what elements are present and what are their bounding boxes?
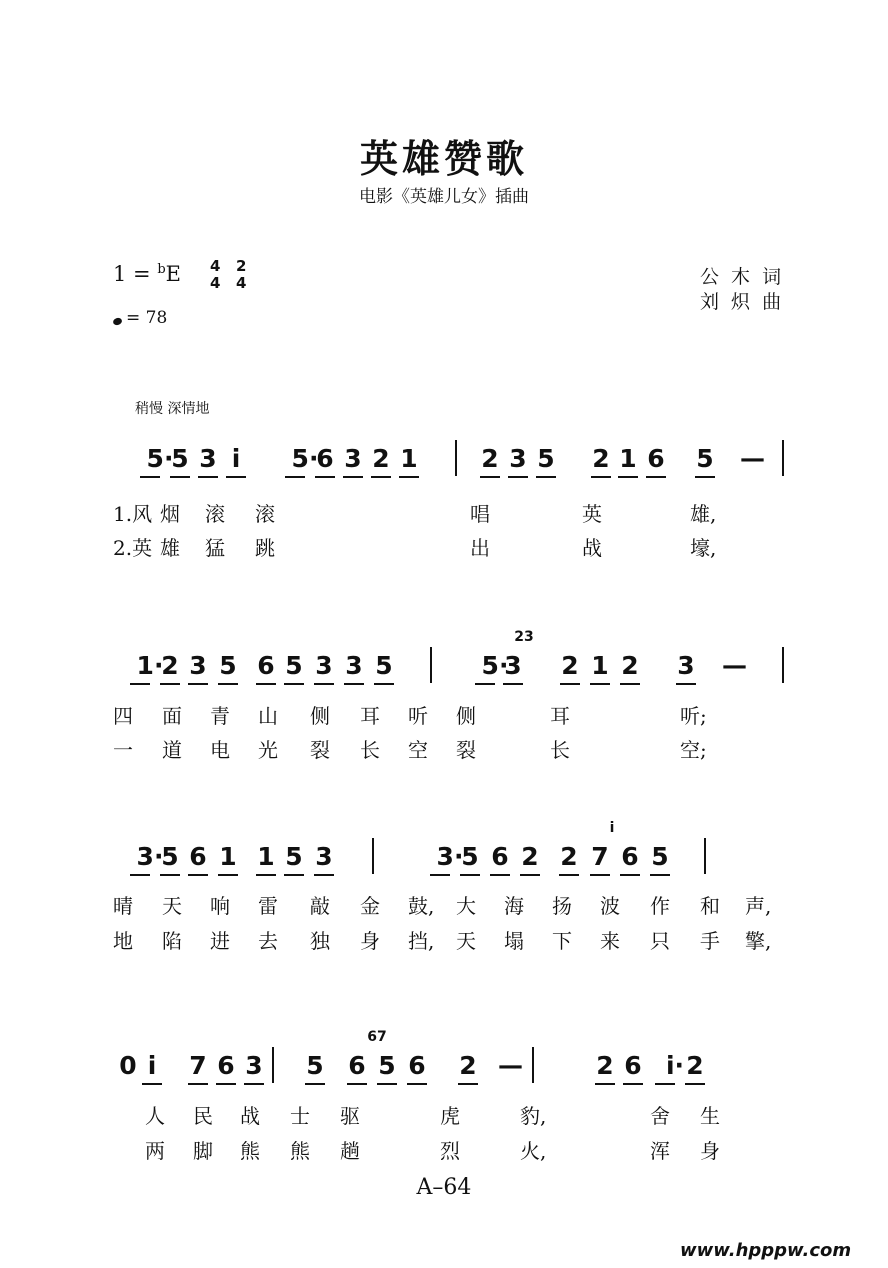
duration-underline [244,1083,264,1085]
duration-underline [377,1083,397,1085]
lyric-char: 身 [700,1139,720,1163]
note: 3 [245,1051,263,1080]
lyric-char: 进 [210,929,230,953]
barline [782,647,784,683]
lyric-char: 裂 [310,738,330,762]
note: 5 [306,1051,324,1080]
duration-underline [695,476,715,478]
duration-underline [650,874,670,876]
note: 2 [592,444,610,473]
lyric-char: 侧 [310,704,330,728]
duration-underline [285,476,305,478]
duration-underline [374,683,394,685]
lyric-char: 金 [360,894,380,918]
note: 2 [596,1051,614,1080]
duration-underline [490,874,510,876]
duration-underline [399,476,419,478]
barline [455,440,457,476]
note: 6 [257,651,275,680]
note: 6 [408,1051,426,1080]
lyric-row-1-verse-2 [0,532,888,562]
duration-underline [198,476,218,478]
grace-note: 67 [367,1029,387,1045]
lyric-char: 出 [470,536,490,560]
note: 7 [189,1051,207,1080]
note: 5 [461,842,479,871]
lyric-char: 陷 [162,929,182,953]
duration-underline [142,1083,162,1085]
note: 1 [219,842,237,871]
lyric-char: 波 [600,894,620,918]
lyric-char: 2.英 [113,536,153,560]
note: 6 [491,842,509,871]
lyric-char: 烟 [160,502,180,526]
note: 2 [560,842,578,871]
duration-underline [407,1083,427,1085]
note: 5 [219,651,237,680]
note: 2 [459,1051,477,1080]
lyric-char: 挡, [408,929,435,953]
lyric-char: 壕, [690,536,717,560]
duration-underline [170,476,190,478]
note: 1 [400,444,418,473]
duration-underline [256,874,276,876]
lyric-char: 下 [552,929,572,953]
note: 2 [561,651,579,680]
lyric-char: 民 [193,1104,213,1128]
sustain-dash: — [740,444,765,473]
quarter-note-icon [112,317,123,327]
page-number: A–64 [416,1175,472,1200]
lyric-char: 熊 [290,1139,310,1163]
note: 6 [647,444,665,473]
lyric-char: 长 [550,738,570,762]
duration-underline [559,874,579,876]
note: 0 [119,1051,137,1080]
duration-underline [314,683,334,685]
time-bottom: 4 [210,274,221,292]
note: 3 [345,651,363,680]
watermark: www.hpppw.com [680,1240,852,1261]
flat-sign: b [157,262,166,277]
song-title: 英雄赞歌 [359,137,528,181]
note: 6 [348,1051,366,1080]
song-subtitle: 电影《英雄儿女》插曲 [359,187,529,207]
note: 5 [696,444,714,473]
lyric-char: 大 [456,894,476,918]
barline [272,1047,274,1083]
lyric-row-3-verse-2 [0,925,888,955]
lyric-char: 长 [360,738,380,762]
lyric-char: 脚 [193,1139,213,1163]
note: 5· [481,651,509,680]
note: 3· [436,842,464,871]
duration-underline [130,683,150,685]
notation-row-2 [100,629,800,707]
note: 5 [161,842,179,871]
lyric-char: 烈 [440,1139,460,1163]
note: 2 [481,444,499,473]
note: 6 [189,842,207,871]
lyric-char: 雄 [160,536,180,560]
duration-underline [646,476,666,478]
note: 5 [171,444,189,473]
duration-underline [458,1083,478,1085]
note: i· [665,1051,685,1080]
lyricist-credit: 公 木 词 [700,266,785,288]
sustain-dash: — [722,651,747,680]
duration-underline [314,874,334,876]
key-prefix: 1 = [113,262,158,286]
duration-underline [188,874,208,876]
lyric-char: 耳 [360,704,380,728]
note: 2 [621,651,639,680]
note: 5· [291,444,319,473]
sustain-dash: — [498,1051,523,1080]
expression-marking: 稍慢 深情地 [135,401,210,417]
duration-underline [216,1083,236,1085]
lyric-char: 空; [680,738,707,762]
duration-underline [480,476,500,478]
lyric-char: 裂 [456,738,476,762]
lyric-char: 电 [210,738,230,762]
lyric-char: 侧 [456,704,476,728]
lyric-char: 一 [113,738,133,762]
note: 6 [316,444,334,473]
lyric-row-4-verse-2 [0,1135,888,1165]
lyric-char: 声, [745,894,772,918]
lyric-char: 地 [113,929,133,953]
lyric-row-4-verse-1 [0,1100,888,1130]
lyric-char: 英 [582,502,602,526]
lyric-char: 听; [680,704,707,728]
duration-underline [503,683,523,685]
lyric-char: 塌 [504,929,524,953]
notation-row-4 [100,1029,800,1107]
lyric-char: 生 [700,1104,720,1128]
note: 5 [285,842,303,871]
lyric-char: 滚 [205,502,225,526]
note: 1 [591,651,609,680]
duration-underline [475,683,495,685]
lyric-char: 耳 [550,704,570,728]
duration-underline [160,874,180,876]
duration-underline [130,874,150,876]
lyric-char: 独 [310,929,330,953]
duration-underline [620,683,640,685]
lyric-char: 道 [162,738,182,762]
lyric-char: 擎, [745,929,772,953]
note: i [231,444,241,473]
time-signature-2-4 [236,258,246,292]
lyric-char: 人 [145,1104,165,1128]
note: 2 [686,1051,704,1080]
key-signature [113,262,181,286]
note: 3 [509,444,527,473]
lyric-char: 浑 [650,1139,670,1163]
key-note: E [165,262,181,286]
note: 3 [504,651,522,680]
note: 2 [372,444,390,473]
note: 7 [591,842,609,871]
note: i [147,1051,157,1080]
note: 6 [621,842,639,871]
duration-underline [188,683,208,685]
duration-underline [218,874,238,876]
note: 1 [257,842,275,871]
duration-underline [536,476,556,478]
duration-underline [508,476,528,478]
lyric-char: 敲 [310,894,330,918]
duration-underline [595,1083,615,1085]
lyric-row-2-verse-2 [0,734,888,764]
duration-underline [620,874,640,876]
duration-underline [676,683,696,685]
barline [704,838,706,874]
note: 3· [136,842,164,871]
duration-underline [140,476,160,478]
barline [782,440,784,476]
lyric-char: 鼓, [408,894,435,918]
lyric-char: 1.风 [113,502,153,526]
duration-underline [284,874,304,876]
lyric-char: 天 [162,894,182,918]
barline [372,838,374,874]
duration-underline [160,683,180,685]
note: 3 [189,651,207,680]
duration-underline [218,683,238,685]
note: 2 [161,651,179,680]
lyric-char: 作 [650,894,670,918]
time-top: 4 [210,257,221,275]
lyric-char: 驱 [340,1104,360,1128]
lyric-char: 山 [258,704,278,728]
note: 5 [651,842,669,871]
lyric-char: 舍 [650,1104,670,1128]
lyric-char: 趟 [340,1139,360,1163]
lyric-row-1-verse-1 [0,498,888,528]
duration-underline [430,874,450,876]
lyric-char: 去 [258,929,278,953]
note: 5 [537,444,555,473]
lyric-char: 滚 [255,502,275,526]
duration-underline [460,874,480,876]
note: 3 [199,444,217,473]
notation-row-3 [100,820,800,898]
duration-underline [347,1083,367,1085]
time-bottom: 4 [236,274,247,292]
duration-underline [591,476,611,478]
lyric-char: 面 [162,704,182,728]
duration-underline [188,1083,208,1085]
note: 3 [677,651,695,680]
note: 5· [146,444,174,473]
lyric-char: 青 [210,704,230,728]
lyric-char: 手 [700,929,720,953]
time-signature-4-4 [210,258,220,292]
lyric-char: 和 [700,894,720,918]
lyric-char: 唱 [470,502,490,526]
lyric-row-2-verse-1 [0,700,888,730]
lyric-row-3-verse-1 [0,890,888,920]
lyric-char: 来 [600,929,620,953]
lyric-char: 扬 [552,894,572,918]
duration-underline [371,476,391,478]
note: 6 [217,1051,235,1080]
duration-underline [623,1083,643,1085]
grace-note: i [609,820,615,836]
lyric-char: 火, [520,1139,547,1163]
tempo-value: = 78 [126,308,168,328]
duration-underline [590,874,610,876]
lyric-char: 豹, [520,1104,547,1128]
duration-underline [343,476,363,478]
duration-underline [520,874,540,876]
lyric-char: 响 [210,894,230,918]
lyric-char: 空 [408,738,428,762]
tempo-marking [113,308,167,328]
duration-underline [344,683,364,685]
lyric-char: 光 [258,738,278,762]
note: 6 [624,1051,642,1080]
lyric-char: 战 [240,1104,260,1128]
duration-underline [685,1083,705,1085]
lyric-char: 听 [408,704,428,728]
lyric-char: 战 [582,536,602,560]
note: 3 [315,842,333,871]
note: 1 [619,444,637,473]
duration-underline [655,1083,675,1085]
note: 3 [344,444,362,473]
note: 3 [315,651,333,680]
lyric-char: 虎 [440,1104,460,1128]
duration-underline [226,476,246,478]
duration-underline [256,683,276,685]
lyric-char: 两 [145,1139,165,1163]
grace-note: 23 [514,629,534,645]
lyric-char: 士 [290,1104,310,1128]
composer-credit: 刘 炽 曲 [700,291,785,313]
lyric-char: 跳 [255,536,275,560]
lyric-char: 雷 [258,894,278,918]
lyric-char: 身 [360,929,380,953]
lyric-char: 海 [504,894,524,918]
lyric-char: 熊 [240,1139,260,1163]
note: 2 [521,842,539,871]
duration-underline [315,476,335,478]
note: 5 [378,1051,396,1080]
note: 1· [136,651,164,680]
barline [430,647,432,683]
note: 5 [285,651,303,680]
duration-underline [590,683,610,685]
time-top: 2 [236,257,247,275]
lyric-char: 只 [650,929,670,953]
barline [532,1047,534,1083]
duration-underline [560,683,580,685]
notation-row-1 [100,440,800,500]
duration-underline [618,476,638,478]
lyric-char: 猛 [205,536,225,560]
lyric-char: 天 [456,929,476,953]
lyric-char: 四 [113,704,133,728]
note: 5 [375,651,393,680]
duration-underline [284,683,304,685]
duration-underline [305,1083,325,1085]
lyric-char: 雄, [690,502,717,526]
lyric-char: 晴 [113,894,133,918]
